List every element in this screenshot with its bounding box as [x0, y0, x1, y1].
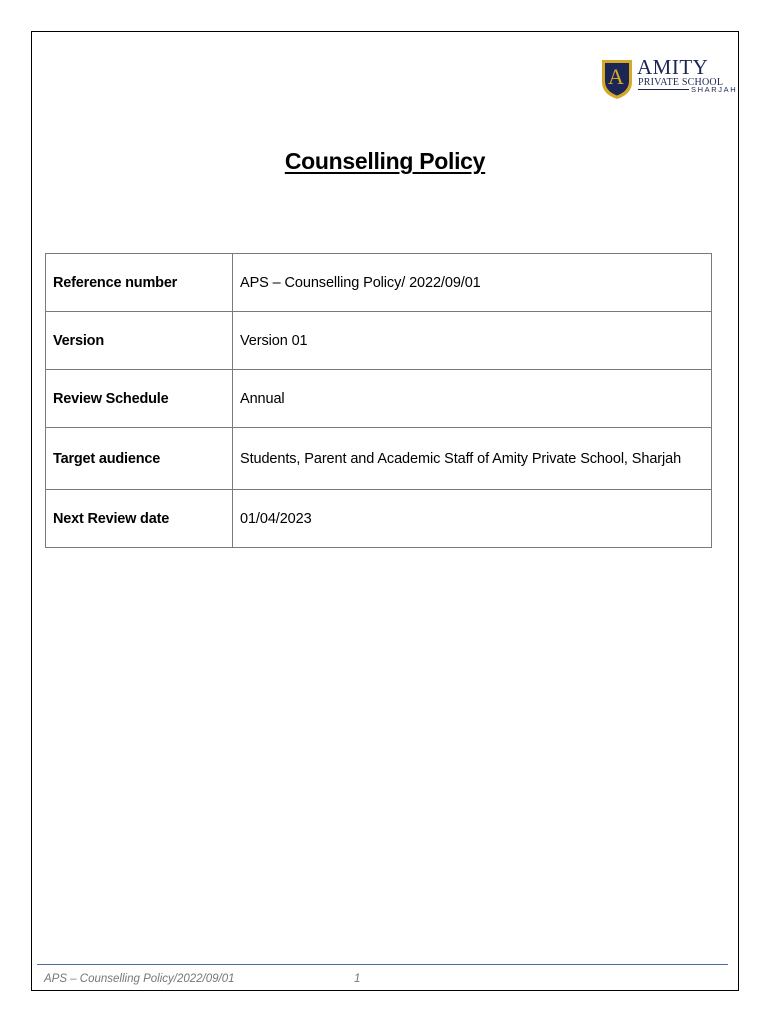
- row-value: 01/04/2023: [233, 490, 712, 548]
- footer-reference: APS – Counselling Policy/2022/09/01: [44, 973, 235, 985]
- logo-subtitle: PRIVATE SCHOOL: [638, 77, 724, 88]
- school-logo: [600, 55, 738, 102]
- row-key: Reference number: [46, 254, 233, 312]
- policy-info-table: [45, 253, 712, 548]
- table-row: [46, 490, 712, 548]
- table-row: [46, 312, 712, 370]
- logo-city: SHARJAH: [691, 85, 738, 94]
- row-value: Annual: [233, 370, 712, 428]
- row-key: Version: [46, 312, 233, 370]
- row-value: APS – Counselling Policy/ 2022/09/01: [233, 254, 712, 312]
- row-key: Target audience: [46, 428, 233, 490]
- row-key: Next Review date: [46, 490, 233, 548]
- table-row: [46, 370, 712, 428]
- row-value: Version 01: [233, 312, 712, 370]
- table-row: [46, 428, 712, 490]
- logo-name: AMITY: [637, 55, 709, 79]
- document-title: Counselling Policy: [284, 148, 486, 174]
- table-row: [46, 254, 712, 312]
- row-value: Students, Parent and Academic Staff of Amity Private School, Sharjah: [233, 428, 712, 490]
- footer-divider: [37, 964, 728, 965]
- row-key: Review Schedule: [46, 370, 233, 428]
- page-number: 1: [354, 973, 361, 985]
- document-page: [31, 31, 739, 991]
- logo-rule: [638, 89, 689, 90]
- logo-initial: A: [608, 64, 624, 89]
